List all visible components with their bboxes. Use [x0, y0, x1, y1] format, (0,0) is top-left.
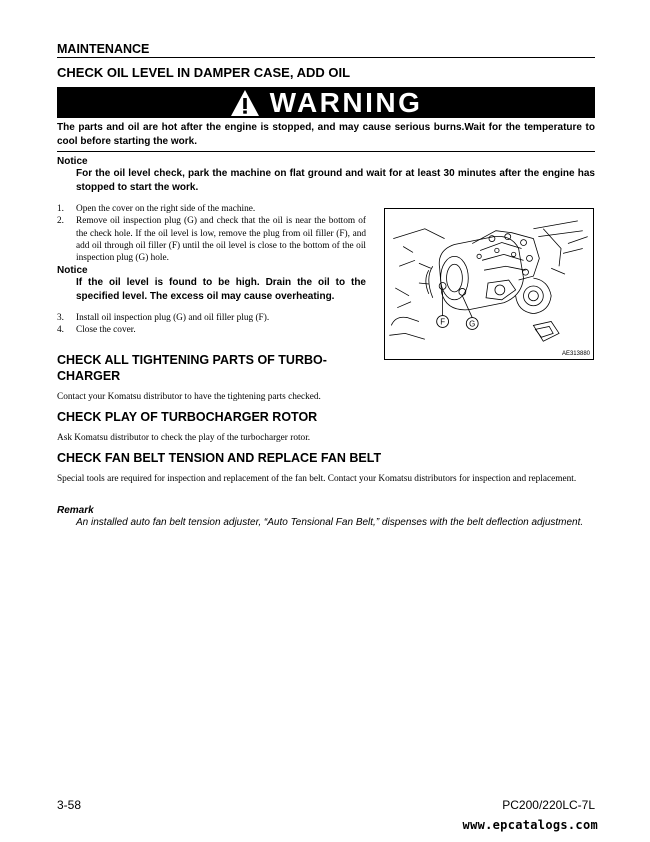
section-heading-fan-belt: CHECK FAN BELT TENSION AND REPLACE FAN BELT	[57, 451, 382, 465]
section-header: MAINTENANCE	[57, 42, 595, 58]
svg-text:G: G	[469, 319, 476, 329]
remark-text: An installed auto fan belt tension adjuster, “Auto Tensional Fan Belt,” dispenses with the belt deflection adjustment.	[76, 517, 584, 528]
divider	[57, 151, 595, 152]
callout-f	[437, 316, 449, 328]
figure-code: AE313880	[561, 351, 590, 357]
notice-label: Notice	[57, 265, 88, 276]
notice-block	[57, 156, 595, 194]
notice-text: If the oil level is found to be high. Drain the oil to the specified level. The excess oil may cause overheating.	[76, 277, 366, 302]
warning-banner	[57, 87, 595, 118]
steps-list	[57, 203, 366, 264]
list-item: 4. Close the cover.	[57, 325, 136, 336]
remark-block	[57, 505, 595, 530]
notice-text: For the oil level check, park the machine on flat ground and wait for at least 30 minutes after the engine has stopped to start the work.	[76, 168, 595, 193]
damper-case-illustration	[385, 209, 593, 359]
engine-figure	[384, 208, 594, 360]
list-item: 1. Open the cover on the right side of the machine.	[57, 204, 256, 214]
remark-label: Remark	[57, 505, 94, 516]
steps-list	[57, 312, 366, 337]
page-number: 3-58	[57, 798, 82, 812]
section-text: Contact your Komatsu distributor to have the tightening parts checked.	[57, 392, 321, 402]
section-text: Special tools are required for inspection and replacement of the fan belt. Contact your Komatsu distributors for inspection and replacement.	[57, 474, 577, 484]
model-label: PC200/220LC-7L	[502, 798, 595, 812]
notice-label: Notice	[57, 156, 88, 167]
page-title: CHECK OIL LEVEL IN DAMPER CASE, ADD OIL	[57, 65, 351, 80]
list-item: 2. Remove oil inspection plug (G) and check that the oil is near the bottom of the check hole. If the oil level is low, remove the plug from oil filler (F), and add oil through oil filler (F) until the oil level is close to the bottom of the oil inspection plug (G) hole.	[57, 216, 366, 264]
warning-text: The parts and oil are hot after the engine is stopped, and may cause serious burns.Wait for the temperature to cool before starting the work.	[57, 122, 595, 147]
site-url: www.epcatalogs.com	[462, 818, 598, 832]
svg-text:F: F	[440, 317, 446, 327]
warning-label: WARNING	[269, 86, 423, 118]
warning-triangle-icon	[230, 89, 260, 117]
section-heading-turbo-play: CHECK PLAY OF TURBOCHARGER ROTOR	[57, 410, 318, 424]
section-heading-turbo-tightening: CHECK ALL TIGHTENING PARTS OF TURBO- CHARGER	[57, 353, 327, 383]
section-text: Ask Komatsu distributor to check the play of the turbocharger rotor.	[57, 433, 311, 443]
notice-block	[57, 265, 366, 303]
list-item: 3. Install oil inspection plug (G) and oil filler plug (F).	[57, 313, 270, 323]
callout-g	[466, 318, 478, 330]
